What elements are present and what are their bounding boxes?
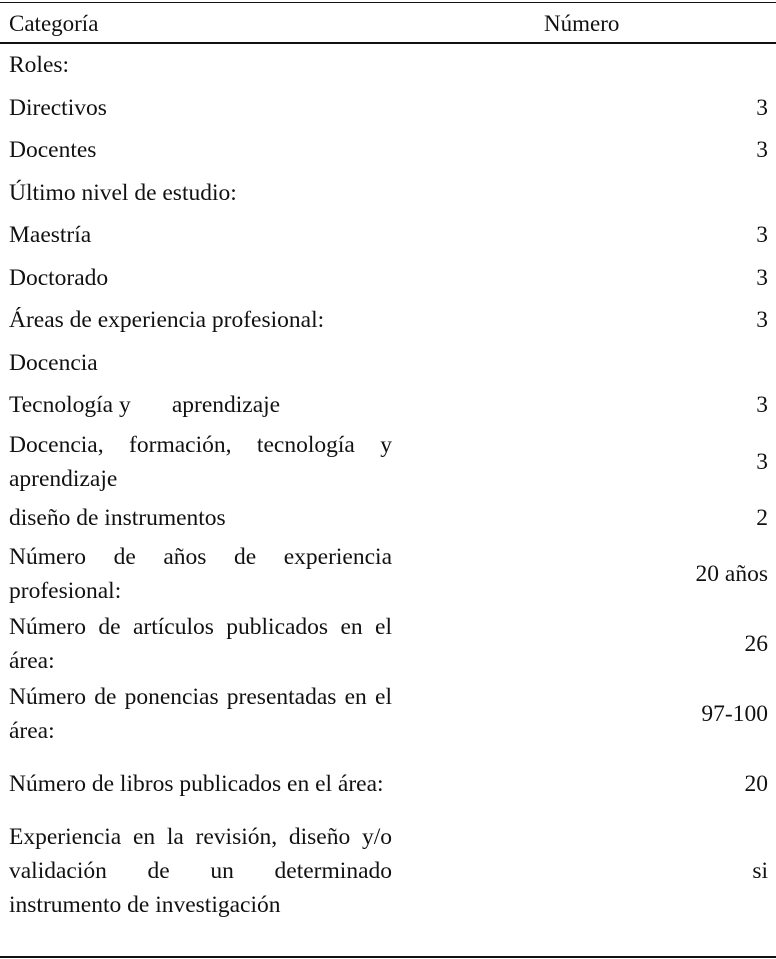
row-value: 3	[756, 137, 768, 164]
row-value: 3	[756, 448, 768, 475]
row-category: Número de ponencias presentadas en el área:	[9, 684, 392, 744]
row-value: 26	[744, 631, 768, 657]
table-row	[0, 214, 776, 257]
table-row	[0, 819, 776, 923]
table-row	[0, 172, 776, 215]
table-row	[0, 749, 776, 819]
row-value: 20 años	[695, 561, 768, 587]
row-value: si	[752, 858, 768, 884]
row-category: Tecnología y aprendizaje	[9, 392, 281, 419]
row-value: 3	[756, 307, 768, 334]
row-category: Docencia, formación, tecnología y aprendizaje	[9, 431, 392, 492]
table-row	[0, 342, 776, 385]
table-bottom-rule	[0, 956, 776, 958]
header-category: Categoría	[9, 11, 99, 36]
table-header-row	[0, 3, 776, 42]
row-category: Número de años de experiencia profesional:	[9, 544, 392, 604]
row-value: 3	[756, 222, 768, 249]
table-body	[0, 44, 776, 923]
row-category: Número de libros publicados en el área:	[9, 771, 384, 797]
row-category: Roles:	[9, 52, 70, 79]
table-row	[0, 539, 776, 609]
row-category: Docencia	[9, 349, 98, 376]
row-category: Áreas de experiencia profesional:	[9, 307, 325, 334]
row-value: 3	[756, 392, 768, 419]
row-category: Último nivel de estudio:	[9, 179, 237, 206]
header-number: Número	[544, 11, 620, 36]
table-row	[0, 129, 776, 172]
row-value: 3	[756, 264, 768, 291]
row-category: diseño de instrumentos	[9, 504, 226, 531]
row-category: Doctorado	[9, 264, 109, 291]
row-category: Directivos	[9, 94, 107, 121]
table-row	[0, 609, 776, 679]
row-value: 2	[756, 504, 768, 531]
row-value: 20	[744, 771, 768, 797]
table-row	[0, 679, 776, 749]
table-row	[0, 87, 776, 130]
row-category: Docentes	[9, 137, 97, 164]
row-category: Maestría	[9, 222, 92, 249]
table-row	[0, 44, 776, 87]
row-value: 3	[756, 94, 768, 121]
table-row	[0, 497, 776, 540]
table-row	[0, 299, 776, 342]
row-category: Experiencia en la revisión, diseño y/o validación de un determinado instrumento de investigación	[9, 824, 392, 918]
table-row	[0, 257, 776, 300]
table-row	[0, 384, 776, 427]
row-category: Número de artículos publicados en el área:	[9, 614, 392, 674]
table-row	[0, 427, 776, 497]
row-value: 97-100	[701, 701, 768, 727]
